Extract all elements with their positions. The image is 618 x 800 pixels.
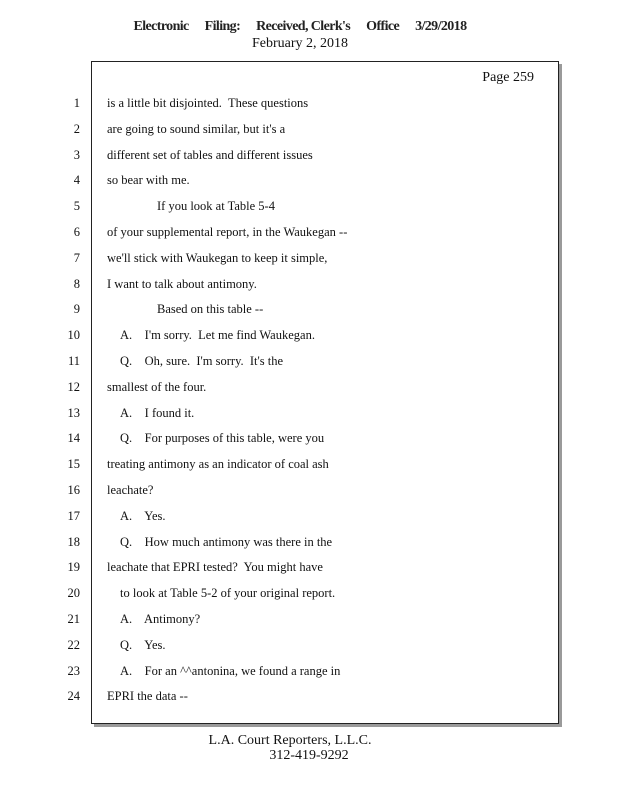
line-number: 20 [67,586,80,600]
line-number: 6 [73,225,80,239]
line-text: Q. How much antimony was there in the [120,535,333,549]
line-number: 4 [73,173,80,187]
filing-stamp [0,19,600,35]
line-text: A. Antimony? [120,612,201,626]
line-number: 18 [67,535,80,549]
line-number: 22 [67,638,80,652]
line-text: EPRI the data -- [107,689,188,703]
line-number: 21 [67,612,80,626]
footer-phone: 312-419-9292 [269,748,349,763]
transcript-date: February 2, 2018 [251,36,349,51]
filing-word: Filing: [204,19,241,34]
line-number: 3 [73,148,80,162]
line-text: A. I found it. [120,406,195,420]
line-text: is a little bit disjointed. These questions [107,96,309,110]
line-number: 2 [73,122,80,136]
line-number: 11 [67,354,80,368]
line-text: leachate that EPRI tested? You might have [107,560,323,574]
line-text: to look at Table 5-2 of your original report. [120,586,336,600]
line-number: 17 [67,509,80,523]
line-text: we'll stick with Waukegan to keep it simple, [107,251,328,265]
line-text: different set of tables and different issues [107,148,313,162]
line-number: 14 [67,431,80,445]
line-number: 7 [73,251,80,265]
filing-word: 3/29/2018 [415,19,467,34]
line-number: 10 [67,328,80,342]
line-text: A. Yes. [120,509,166,523]
line-number: 9 [73,302,80,316]
line-text: Based on this table -- [157,302,264,316]
line-number: 16 [67,483,80,497]
line-number: 15 [67,457,80,471]
line-text: of your supplemental report, in the Waukegan -- [107,225,348,239]
line-number: 19 [67,560,80,574]
line-text: Q. Yes. [120,638,166,652]
line-number: 1 [73,96,80,110]
page-number: Page 259 [482,70,534,85]
line-number: 13 [67,406,80,420]
line-number: 5 [73,199,80,213]
line-text: leachate? [107,483,154,497]
line-text: If you look at Table 5-4 [157,199,275,213]
line-text: are going to sound similar, but it's a [107,122,286,136]
filing-word: Office [366,19,400,34]
line-text: so bear with me. [107,173,190,187]
line-text: Q. Oh, sure. I'm sorry. It's the [120,354,284,368]
line-text: A. I'm sorry. Let me find Waukegan. [120,328,315,342]
line-text: smallest of the four. [107,380,207,394]
line-text: A. For an ^^antonina, we found a range in [120,664,341,678]
filing-word: Electronic [133,19,189,34]
line-number: 23 [67,664,80,678]
line-number: 12 [67,380,80,394]
line-text: I want to talk about antimony. [107,277,257,291]
line-number: 8 [73,277,80,291]
filing-word: Received, Clerk's [256,19,351,34]
line-text: Q. For purposes of this table, were you [120,431,325,445]
footer-company: L.A. Court Reporters, L.L.C. [208,733,372,748]
line-number: 24 [67,689,80,703]
line-text: treating antimony as an indicator of coal ash [107,457,329,471]
